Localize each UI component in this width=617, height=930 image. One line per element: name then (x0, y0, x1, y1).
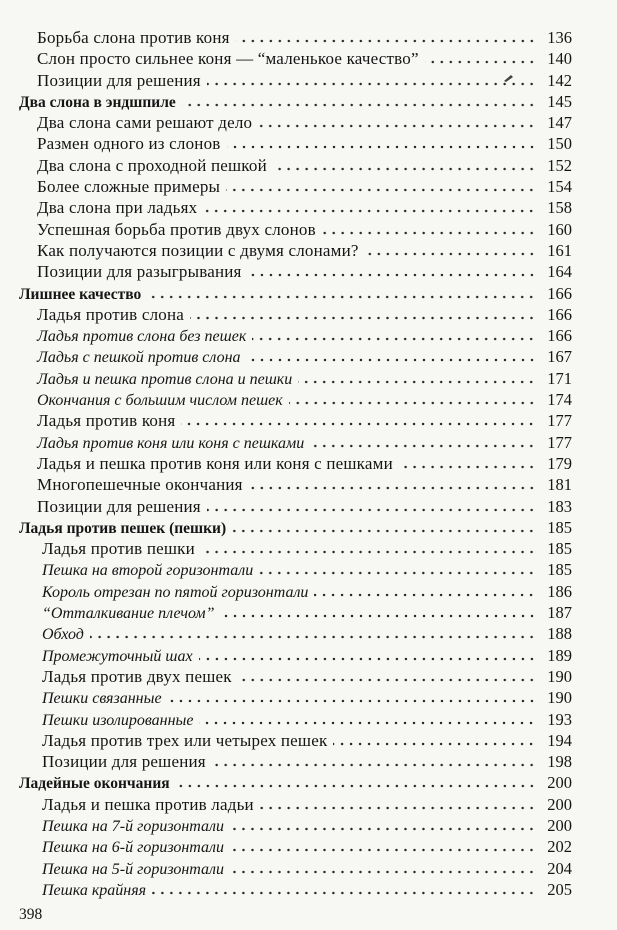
dot-leader (365, 252, 536, 256)
toc-entry (0, 389, 617, 410)
toc-entry-title: Ладейные окончания (19, 775, 170, 793)
dot-leader (230, 827, 536, 831)
toc-entry-title: Ладья против коня (37, 411, 176, 431)
toc-entry (0, 346, 617, 367)
dot-leader (314, 593, 536, 597)
toc-entry-title: Промежуточный шах (42, 647, 193, 665)
dot-leader (190, 316, 536, 320)
toc-entry-title: Ладья против слона (37, 304, 184, 324)
toc-entry (0, 815, 617, 836)
toc-entry-title: Пешка крайняя (42, 881, 147, 899)
dot-leader (230, 848, 536, 852)
dot-leader (168, 699, 536, 703)
toc-entry-title: Пешки связанные (42, 690, 162, 708)
toc-entry-title: Борьба слона против коня (37, 28, 230, 47)
dot-leader (298, 380, 536, 384)
toc-entry-title: Обход (42, 626, 84, 644)
toc-entry-title: Пешка на 5-й горизонтали (42, 860, 225, 878)
toc-entry-title: Окончания с большим числом пешек (37, 392, 283, 410)
toc-entry-title: Два слона с проходной пешкой (37, 155, 267, 175)
toc-entry-page: 142 (547, 70, 572, 90)
toc-entry (0, 432, 617, 453)
toc-entry-page: 200 (547, 794, 572, 814)
dot-leader (90, 635, 536, 639)
toc-entry-title: Пешки изолированные (42, 711, 194, 729)
toc-entry-title: Слон просто сильнее коня — “маленькое качество” (37, 49, 419, 69)
dot-leader (201, 550, 536, 554)
toc-entry-page: 164 (547, 262, 572, 282)
dot-leader (232, 529, 536, 533)
toc-entry-title: Пешка на 6-й горизонтали (42, 839, 225, 857)
toc-entry (0, 261, 617, 282)
toc-entry-title: Позиции для решения (42, 752, 206, 772)
toc-entry (0, 325, 617, 346)
dot-leader (203, 209, 536, 213)
toc-entry (0, 219, 617, 240)
toc-entry-title: Ладья и пешка против слона и пешки (37, 370, 293, 388)
toc-entry-page: 200 (547, 815, 572, 835)
pencil-mark-icon (502, 73, 516, 83)
toc-entry-page: 198 (547, 752, 572, 772)
toc-entry (0, 176, 617, 197)
toc-entry (0, 751, 617, 772)
dot-leader (199, 721, 536, 725)
toc-entry-title: Многопешечные окончания (37, 475, 243, 495)
page-number: 398 (19, 906, 43, 923)
toc-entry-page: 183 (547, 496, 572, 516)
toc-entry-title: Два слона при ладьях (37, 198, 198, 218)
toc-entry-title: Ладья и пешка против коня или коня с пешками (37, 453, 393, 473)
toc-entry-page: 158 (547, 198, 572, 218)
toc-entry-page: 205 (547, 879, 572, 899)
toc-entry (0, 772, 617, 793)
toc-entry-page: 154 (547, 177, 572, 197)
dot-leader (258, 124, 536, 128)
dot-leader (230, 870, 536, 874)
toc-entry-page: 188 (547, 624, 572, 644)
toc-entry (0, 240, 617, 261)
dot-leader (226, 188, 536, 192)
toc-entry (0, 666, 617, 687)
toc-entry (0, 879, 617, 900)
toc-entry (0, 687, 617, 708)
dot-leader (199, 657, 536, 661)
toc-entry-page: 204 (547, 858, 572, 878)
toc-entry (0, 283, 617, 304)
toc-entry-page: 185 (547, 539, 572, 559)
toc-entry-page: 187 (547, 603, 572, 623)
toc-entry-page: 200 (547, 773, 572, 793)
dot-leader (273, 167, 536, 171)
toc-entry-page: 179 (547, 453, 572, 473)
toc-entry (0, 474, 617, 495)
dot-leader (238, 678, 536, 682)
dot-leader (176, 784, 536, 788)
dot-leader (236, 39, 536, 43)
dot-leader (181, 422, 536, 426)
toc-entry-page: 190 (547, 688, 572, 708)
toc-entry-page: 140 (547, 49, 572, 69)
toc-entry-page: 194 (547, 730, 572, 750)
toc-entry (0, 133, 617, 154)
toc-entry (0, 645, 617, 666)
toc-entry (0, 836, 617, 857)
toc-entry-title: Ладья против пешки (42, 539, 195, 559)
dot-leader (260, 806, 536, 810)
dot-leader (248, 273, 536, 277)
toc-entry-title: Пешка на 7-й горизонтали (42, 817, 225, 835)
toc-entry (0, 581, 617, 602)
toc-entry-page: 160 (547, 219, 572, 239)
toc-entry-title: Ладья против коня или коня с пешками (37, 434, 305, 452)
toc-entry-title: Позиции для разыгрывания (37, 262, 242, 282)
toc-entry (0, 538, 617, 559)
toc-entry-title: Позиции для решения (37, 70, 201, 90)
dot-leader (207, 82, 536, 86)
toc-entry-page: 147 (547, 113, 572, 133)
toc-entry-page: 177 (547, 432, 572, 452)
toc-entry-title: Успешная борьба против двух слонов (37, 219, 316, 239)
toc-entry-title: Ладья с пешкой против слона (37, 349, 241, 367)
dot-leader (322, 231, 536, 235)
toc-entry-title: Ладья против двух пешек (42, 666, 232, 686)
toc-entry-title: Ладья и пешка против ладьи (42, 794, 254, 814)
toc-entry-page: 190 (547, 666, 572, 686)
toc-entry (0, 794, 617, 815)
toc-entry (0, 623, 617, 644)
toc-entry-page: 150 (547, 134, 572, 154)
toc-entry-page: 152 (547, 155, 572, 175)
toc-entry-title: Ладья против пешек (пешки) (19, 519, 227, 537)
dot-leader (333, 742, 536, 746)
toc-entry (0, 730, 617, 751)
toc-entry (0, 602, 617, 623)
toc-entry-page: 145 (547, 91, 572, 111)
toc-entry (0, 304, 617, 325)
toc-entry (0, 91, 617, 112)
toc-entry (0, 496, 617, 517)
toc-entry (0, 559, 617, 580)
toc-entry-page: 202 (547, 837, 572, 857)
toc-entry (0, 858, 617, 879)
toc-entry (0, 453, 617, 474)
toc-entry-title: Пешка на второй горизонтали (42, 562, 254, 580)
toc-entry (0, 368, 617, 389)
dot-leader (147, 295, 536, 299)
table-of-contents (0, 27, 617, 900)
dot-leader (207, 508, 536, 512)
dot-leader (221, 614, 537, 618)
toc-entry-page: 186 (547, 581, 572, 601)
toc-entry (0, 517, 617, 538)
toc-entry (0, 410, 617, 431)
toc-entry-title: Более сложные примеры (37, 177, 221, 197)
toc-entry-title: Размен одного из слонов (37, 134, 221, 154)
dot-leader (252, 337, 536, 341)
toc-entry-title: “Отталкивание плечом” (42, 605, 215, 623)
toc-entry (0, 48, 617, 69)
toc-entry-page: 189 (547, 645, 572, 665)
toc-entry-title: Ладья против слона без пешек (37, 328, 247, 346)
toc-entry-page: 171 (547, 368, 572, 388)
dot-leader (182, 103, 536, 107)
dot-leader (212, 763, 536, 767)
toc-entry-title: Ладья против трех или четырех пешек (42, 730, 328, 750)
toc-entry-title: Как получаются позиции с двумя слонами? (37, 240, 359, 260)
toc-entry-page: 181 (547, 475, 572, 495)
dot-leader (249, 486, 536, 490)
dot-leader (247, 358, 536, 362)
dot-leader (259, 571, 536, 575)
toc-entry-page: 166 (547, 326, 572, 346)
toc-entry (0, 709, 617, 730)
dot-leader (289, 401, 536, 405)
toc-entry-page: 177 (547, 411, 572, 431)
toc-entry-page: 166 (547, 283, 572, 303)
dot-leader (399, 465, 536, 469)
toc-entry-title: Позиции для решения (37, 496, 201, 516)
toc-entry (0, 70, 617, 91)
toc-entry-page: 161 (547, 240, 572, 260)
toc-entry-page: 166 (547, 304, 572, 324)
toc-entry-page: 185 (547, 517, 572, 537)
dot-leader (227, 145, 537, 149)
toc-entry (0, 155, 617, 176)
toc-entry-page: 167 (547, 347, 572, 367)
toc-entry-title: Два слона сами решают дело (37, 113, 253, 133)
toc-entry-title: Лишнее качество (19, 285, 142, 303)
toc-entry-title: Два слона в эндшпиле (19, 93, 176, 111)
toc-entry (0, 197, 617, 218)
toc-entry-page: 136 (547, 28, 572, 47)
toc-entry-title: Король отрезан по пятой горизонтали (42, 583, 309, 601)
toc-entry-page: 174 (547, 390, 572, 410)
toc-entry-page: 193 (547, 709, 572, 729)
dot-leader (152, 891, 536, 895)
toc-entry (0, 27, 617, 48)
toc-entry-page: 185 (547, 560, 572, 580)
toc-entry (0, 112, 617, 133)
dot-leader (310, 444, 536, 448)
dot-leader (425, 60, 536, 64)
